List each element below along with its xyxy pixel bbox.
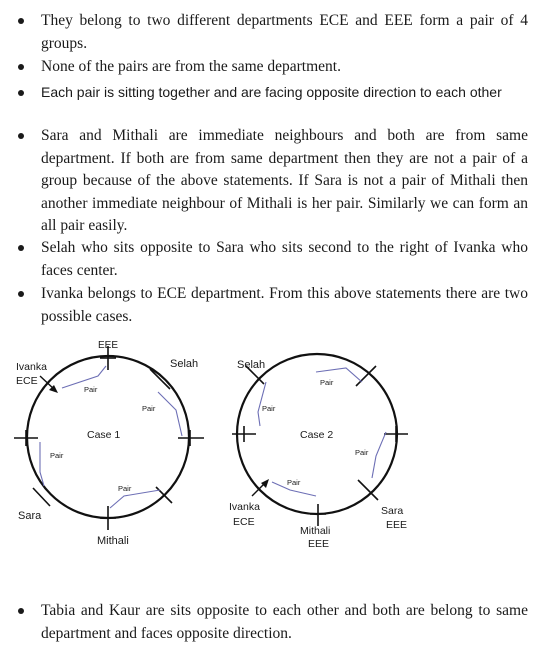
- person-label-ivanka: Ivanka: [16, 361, 47, 373]
- person-label-sara: Sara: [381, 505, 404, 517]
- pair-label: Pair: [355, 448, 369, 457]
- person-label-mithali: Mithali: [300, 525, 331, 537]
- person-label-selah: Selah: [170, 358, 199, 370]
- pair-label: Pair: [50, 451, 64, 460]
- seat-tick: [150, 369, 170, 389]
- pair-label: Pair: [142, 404, 156, 413]
- bullet-text: Tabia and Kaur are sits opposite to each other and both are belong to same department and faces opposite direction.: [41, 602, 528, 642]
- person-label-sara: Sara: [18, 510, 42, 522]
- bullet-text: None of the pairs are from the same department.: [41, 58, 341, 75]
- pair-label: Pair: [262, 404, 276, 413]
- bullet-text: Selah who sits opposite to Sara who sits second to the right of Ivanka who faces center.: [41, 239, 528, 279]
- case-2-diagram: [229, 354, 408, 550]
- pair-label: Pair: [287, 478, 301, 487]
- case-title: Case 2: [300, 429, 334, 441]
- dept-label: EEE: [386, 519, 408, 531]
- person-label-mithali: Mithali: [97, 535, 129, 547]
- case-1-diagram: [14, 340, 204, 547]
- dept-label: EEE: [98, 340, 119, 351]
- person-label-ivanka: Ivanka: [229, 501, 260, 513]
- bullet-dot: [18, 608, 24, 614]
- pair-label: Pair: [320, 378, 334, 387]
- person-label-selah: Selah: [237, 359, 266, 371]
- bullet-item: [18, 600, 528, 645]
- pair-label: Pair: [118, 484, 132, 493]
- bullet-text: Sara and Mithali are immediate neighbours and both are from same department. If both are from same department then they are not a pair of a group because of the above statements. If Sara is not a pair of Mithali then another immediate neighbour of Mithali is her pair. Similarly we can form an all pair easily.: [41, 127, 528, 234]
- dept-label: ECE: [16, 375, 38, 387]
- case-title: Case 1: [87, 429, 121, 441]
- bullet-text: Ivanka belongs to ECE department. From this above statements there are two possible cases.: [41, 285, 528, 325]
- bullet-text: Each pair is sitting together and are facing opposite direction to each other: [41, 84, 502, 100]
- pair-connector: [372, 432, 386, 478]
- dept-label: EEE: [308, 538, 330, 550]
- pair-label: Pair: [84, 385, 98, 394]
- pair-connector: [40, 442, 44, 486]
- dept-label: ECE: [233, 516, 255, 528]
- bullet-text: They belong to two different departments ECE and EEE form a pair of 4 groups.: [41, 12, 528, 52]
